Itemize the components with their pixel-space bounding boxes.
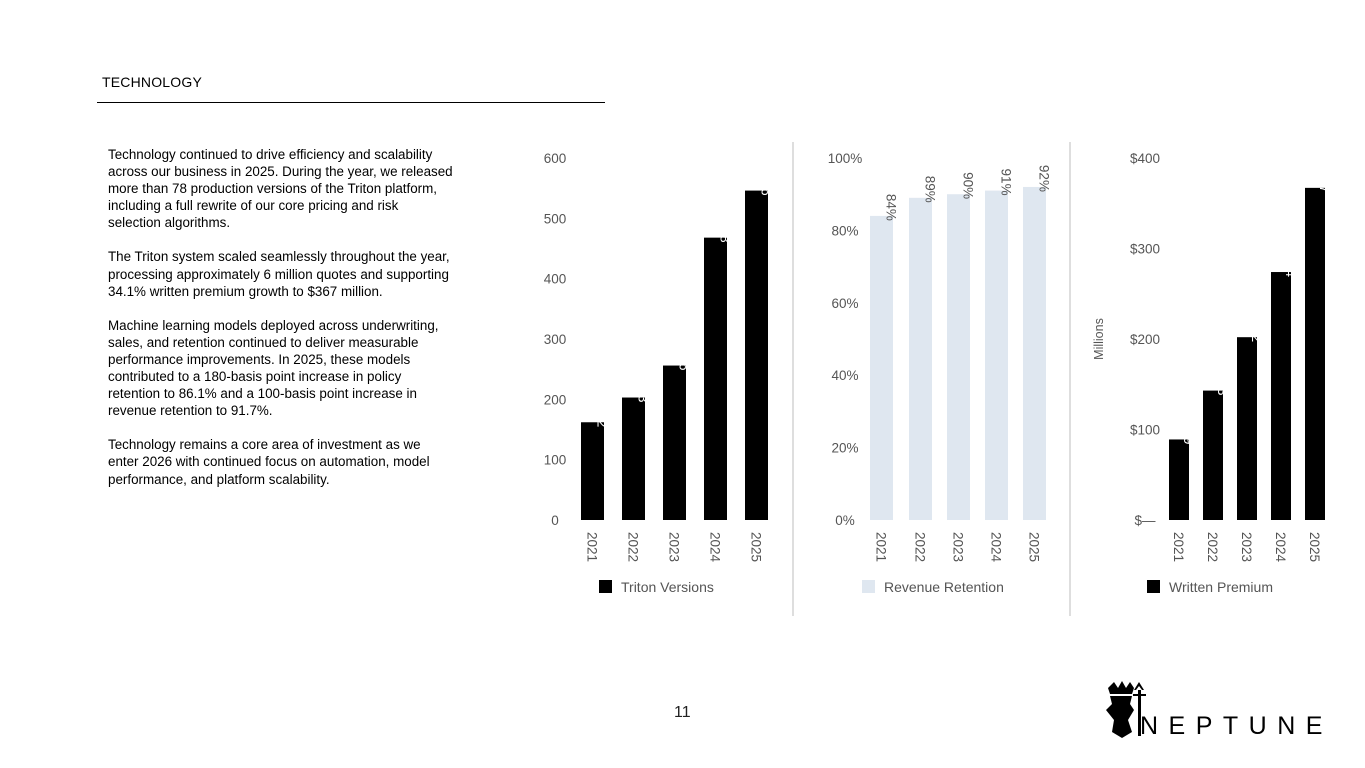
body-paragraph-2: The Triton system scaled seamlessly throughout the year, processing approximately 6 million quotes and supporting 34.1% written premium growth to $367 million. xyxy=(108,249,450,299)
data-label: 468 xyxy=(717,220,733,243)
body-paragraph-4: Technology remains a core area of investment as we enter 2026 with continued focus on automation, model performance, and platform scalability. xyxy=(108,437,430,487)
logo-wordmark: NEPTUNE xyxy=(1140,712,1333,740)
y-tick-label: 600 xyxy=(543,151,567,166)
page-number: 11 xyxy=(674,704,691,721)
y-tick-label: $— xyxy=(1134,513,1156,528)
data-label: $367 xyxy=(1317,162,1332,193)
x-tick-label: 2023 xyxy=(666,532,682,563)
bar xyxy=(947,194,970,520)
bar xyxy=(1023,187,1046,520)
x-tick-label: 2025 xyxy=(1026,532,1042,563)
y-tick-label: 80% xyxy=(831,223,859,239)
y-tick-label: 40% xyxy=(831,368,859,384)
y-axis-label: Millions xyxy=(1092,318,1106,360)
y-tick-label: 500 xyxy=(543,211,567,227)
bar xyxy=(1203,391,1223,520)
legend-label: Triton Versions xyxy=(621,579,714,595)
data-label: 162 xyxy=(594,404,610,428)
x-tick-label: 2025 xyxy=(1307,532,1322,563)
bar xyxy=(1169,439,1189,520)
bar xyxy=(663,366,686,520)
legend-label: Written Premium xyxy=(1169,579,1273,595)
bar xyxy=(985,191,1008,520)
bar xyxy=(909,198,932,520)
x-tick-label: 2021 xyxy=(873,532,889,563)
y-tick-label: 200 xyxy=(543,392,567,408)
bar xyxy=(870,216,893,520)
bar xyxy=(622,398,645,520)
data-label: 91% xyxy=(998,168,1014,196)
y-tick-label: 400 xyxy=(543,271,567,287)
data-label: 92% xyxy=(1036,164,1052,192)
legend-swatch xyxy=(599,580,612,593)
x-tick-label: 2023 xyxy=(1239,532,1254,563)
data-label: 256 xyxy=(676,348,692,371)
y-tick-label: 100% xyxy=(827,151,863,166)
x-tick-label: 2023 xyxy=(950,532,966,563)
bar xyxy=(1237,337,1257,520)
y-tick-label: $100 xyxy=(1129,422,1161,438)
y-tick-label: $200 xyxy=(1129,332,1161,347)
x-tick-label: 2021 xyxy=(584,532,600,563)
legend-label: Revenue Retention xyxy=(884,579,1004,595)
y-tick-label: 300 xyxy=(543,332,567,347)
data-label: 203 xyxy=(635,379,651,403)
y-tick-label: 100 xyxy=(543,452,567,468)
body-paragraph-1: Technology continued to drive efficiency and scalability across our business in 2025. During the year, we released more than 78 production versions of the Triton platform, including a full rewrite of our core pricing and risk selection algorithms. xyxy=(108,147,453,231)
x-tick-label: 2021 xyxy=(1171,532,1186,563)
x-tick-label: 2022 xyxy=(625,532,641,563)
legend-swatch xyxy=(1147,580,1160,593)
x-tick-label: 2022 xyxy=(912,532,928,563)
bar xyxy=(581,422,604,520)
y-tick-label: $300 xyxy=(1129,241,1161,257)
y-tick-label: 0 xyxy=(551,513,559,528)
y-tick-label: 20% xyxy=(831,440,859,456)
y-tick-label: 0% xyxy=(835,513,855,528)
x-tick-label: 2024 xyxy=(707,532,723,563)
data-label: $274 xyxy=(1283,246,1298,278)
data-label: $202 xyxy=(1249,312,1264,343)
legend-swatch xyxy=(862,580,875,593)
y-tick-label: 60% xyxy=(831,295,859,311)
data-label: $89 xyxy=(1181,421,1196,445)
bar xyxy=(1305,188,1325,520)
data-label: 89% xyxy=(922,175,938,203)
x-tick-label: 2024 xyxy=(988,532,1004,563)
y-tick-label: $400 xyxy=(1129,151,1161,166)
data-label: 90% xyxy=(960,172,976,200)
section-title: TECHNOLOGY xyxy=(102,74,203,90)
bar xyxy=(704,238,727,520)
body-paragraph-3: Machine learning models deployed across underwriting, sales, and retention continued to deliver measurable performance improvements. In 2025, these models contributed to a 180-basis point increase in policy retention to 86.1% and a 100-basis point increase in revenue retention to 91.7%. xyxy=(108,317,439,419)
x-tick-label: 2025 xyxy=(748,532,764,563)
x-tick-label: 2022 xyxy=(1205,532,1220,563)
data-label: 84% xyxy=(883,193,899,221)
data-label: $143 xyxy=(1215,365,1230,396)
data-label: 546 xyxy=(758,173,774,196)
x-tick-label: 2024 xyxy=(1273,532,1288,563)
bar xyxy=(1271,272,1291,520)
bar xyxy=(745,191,768,520)
